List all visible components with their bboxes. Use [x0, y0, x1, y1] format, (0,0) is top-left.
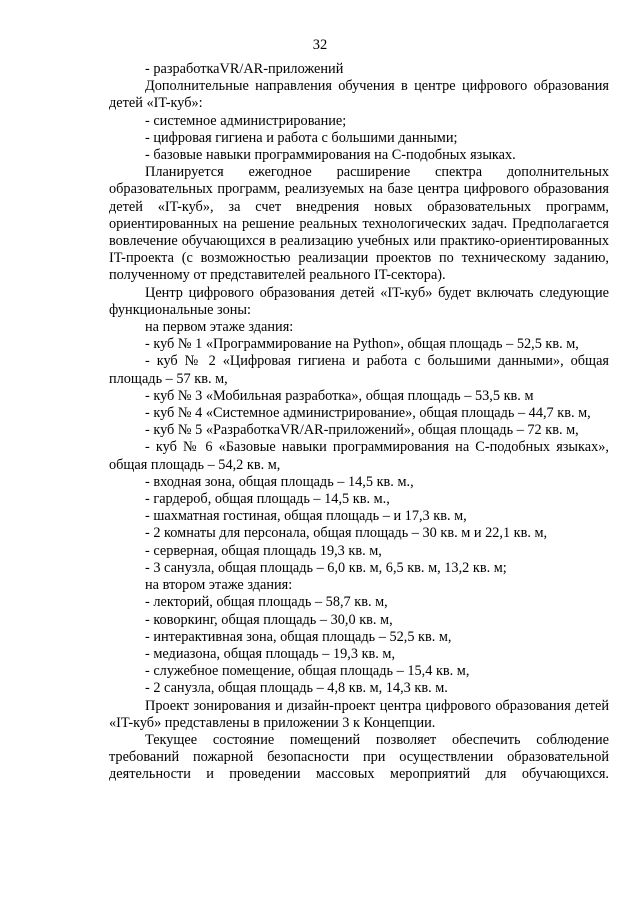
- list-item-coworking: - коворкинг, общая площадь – 30,0 кв. м,: [145, 611, 393, 628]
- document-body: [109, 61, 609, 784]
- heading-second-floor: на втором этаже здания:: [145, 577, 293, 594]
- list-item-entrance: - входная зона, общая площадь – 14,5 кв. м.,: [145, 473, 414, 490]
- paragraph-zoning-project: Проект зонирования и дизайн-проект центра цифрового образования детей «IT-куб» представлены в приложении 3 к Концепции.: [109, 697, 609, 731]
- list-item-cube-1: - куб № 1 «Программирование на Python», общая площадь – 52,5 кв. м,: [145, 336, 579, 353]
- paragraph-additional-directions: Дополнительные направления обучения в центре цифрового образования детей «IT-куб»:: [109, 78, 609, 112]
- list-item-c-programming: - базовые навыки программирования на С-подобных языках.: [145, 147, 516, 164]
- list-item-sysadmin: - системное администрирование;: [145, 112, 347, 129]
- list-item-digital-hygiene: - цифровая гигиена и работа с большими данными;: [145, 129, 458, 146]
- list-item-vr-ar: - разработкаVR/AR-приложений: [145, 61, 344, 77]
- list-item-cube-3: - куб № 3 «Мобильная разработка», общая площадь – 53,5 кв. м: [145, 387, 534, 404]
- paragraph-functional-zones: Центр цифрового образования детей «IT-куб» будет включать следующие функциональные зоны:: [109, 284, 609, 318]
- list-item-server-room: - серверная, общая площадь 19,3 кв. м,: [145, 542, 382, 559]
- list-item-service-room: - служебное помещение, общая площадь – 15,4 кв. м,: [145, 663, 470, 680]
- list-item-chess-lounge: - шахматная гостиная, общая площадь – и 17,3 кв. м,: [145, 508, 467, 525]
- page-number: 32: [312, 37, 328, 53]
- list-item-restrooms-second: - 2 санузла, общая площадь – 4,8 кв. м, 14,3 кв. м.: [145, 680, 448, 697]
- list-item-interactive-zone: - интерактивная зона, общая площадь – 52,5 кв. м,: [145, 628, 452, 645]
- list-item-cube-5: - куб № 5 «РазработкаVR/AR-приложений», общая площадь – 72 кв. м,: [145, 422, 579, 439]
- list-item-staff-rooms: - 2 комнаты для персонала, общая площадь – 30 кв. м и 22,1 кв. м,: [145, 525, 548, 542]
- paragraph-planned-expansion: Планируется ежегодное расширение спектра дополнительных образовательных программ, реализуемых на базе центра цифрового образования детей «IT-куб», за счет внедрения новых образовательных программ, ориентированных на решение реальных технологических задач. Предполагается вовлечение обучающихся в реализацию учебных или практико-ориентированных IT-проекта (с возможностью реализации проектов по техническому заданию, полученному от представителей реального IT-сектора).: [109, 164, 609, 284]
- list-item-cube-4: - куб № 4 «Системное администрирование», общая площадь – 44,7 кв. м,: [145, 405, 591, 422]
- heading-first-floor: на первом этаже здания:: [145, 319, 294, 336]
- list-item-restrooms-first: - 3 санузла, общая площадь – 6,0 кв. м, 6,5 кв. м, 13,2 кв. м;: [145, 559, 507, 576]
- list-item-media-zone: - медиазона, общая площадь – 19,3 кв. м,: [145, 645, 396, 662]
- paragraph-fire-safety: Текущее состояние помещений позволяет обеспечить соблюдение требований пожарной безопасности при осуществлении образовательной деятельности и проведении массовых мероприятий для обучающихся.: [109, 731, 609, 783]
- list-item-lecture-hall: - лекторий, общая площадь – 58,7 кв. м,: [145, 594, 388, 611]
- list-item-cube-6: - куб № 6 «Базовые навыки программирования на С-подобных языках», общая площадь – 54,2 кв. м,: [109, 439, 609, 473]
- list-item-cube-2: - куб № 2 «Цифровая гигиена и работа с большими данными», общая площадь – 57 кв. м,: [109, 353, 609, 387]
- list-item-wardrobe: - гардероб, общая площадь – 14,5 кв. м.,: [145, 491, 390, 508]
